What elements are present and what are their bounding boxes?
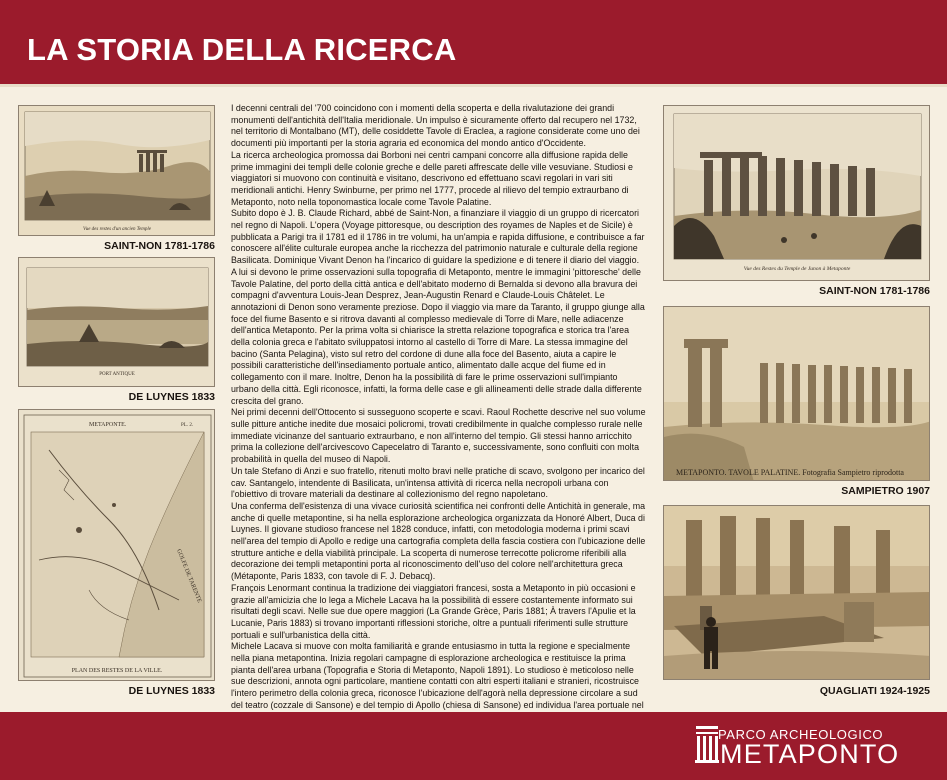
engraving-saint-non-left bbox=[18, 105, 215, 236]
paragraph: Un tale Stefano di Anzi e suo fratello, ritenuti molto bravi nelle pratiche di scavo, svolgono per incarico del cav. Santangelo, intendente di Basilicata, un'intensa attività di ricerca nella necropoli urbana con l'obiettivo di trovare materiali da destinare al collezionismo del regno napoletano. bbox=[231, 465, 645, 500]
paragraph: Una conferma dell'esistenza di una vivace curiosità scientifica nei confronti delle Antichità in generale, ma anche di quelle metapontine, si ha nella esplorazione archeologica organizzata da Honoré Albert, Duca di Luynes. Il giovane studioso francese nel 1828 conduce, infatti, con metodologia moderna i primi scavi nell'area del tempio di Apollo e redige una cartografia completa della fascia costiera con l'ubicazione delle strutture antiche e della viabilità principale. La scoperta di numerose terrecotte policrome riferibili alla decorazione dei templi metapontini porta al riconoscimento dell'uso del colore nell'architettura greca (Métaponte, Paris 1833, con tavole di F. J. Debacq). bbox=[231, 500, 646, 582]
photo-quagliati-excavation bbox=[663, 505, 930, 680]
logo-title: METAPONTO bbox=[720, 739, 900, 769]
temple-engraving-image bbox=[664, 106, 930, 281]
paragraph: Nei primi decenni dell'Ottocento si susseguono scoperte e scavi. Raoul Rochette descrive nel suo volume sulle pitture antiche inedite due mosaici policromi, trovati credibilmente in qualche complesso rurale nelle immediate vicinanze del santuario extraurbano, e non all'interno del tempio. Gli stessi hanno arricchito prima la collezione dell'arcivescovo Capecelatro di Taranto e, successivamente, sono confluiti con molta probabilità in quella del museo di Napoli. bbox=[231, 407, 646, 465]
paragraph: La ricerca archeologica promossa dai Borboni nei centri campani concorre alla diffusione rapida delle prime immagini dei templi delle colonie greche e delle pareti affrescate delle ville vesuviane. Studiosi e viaggiatori si muovono con continuità e visitano, descrivono ed effettuano scavi regolari in vari siti meridionali antichi. Henry Swinburne, per primo nel 1777, procede al rilievo del tempio extraurbano di Metaponto, noto nella toponomastica locale come Tavole Palatine. bbox=[231, 149, 633, 207]
map-plate: PL. 2. bbox=[181, 423, 194, 428]
paragraph: I decenni centrali del '700 coincidono con i momenti della scoperta e della rivalutazione dei grandi monumenti dell'antichità dell'Italia meridionale. Un impulso è sicuramente offerto dal recupero nel 1732, nel territorio di Montalbano (MT), delle cosiddette Tavole di Eraclea, a ragione considerate come uno dei documenti più importanti per la storia agraria ed economica del mondo antico d'Occidente. bbox=[231, 103, 640, 149]
engraving-inscription: PORT ANTIQUE bbox=[99, 372, 135, 377]
engraving-de-luynes-port bbox=[18, 257, 215, 387]
caption-saint-non-right: SAINT-NON 1781-1786 bbox=[819, 285, 930, 297]
logo-columns-icon bbox=[694, 724, 720, 770]
photo-inscription: METAPONTO. TAVOLE PALATINE. Fotografia Sampietro riprodotta bbox=[676, 468, 904, 477]
caption-de-luynes-1: DE LUYNES 1833 bbox=[128, 391, 215, 403]
excavation-photo bbox=[664, 506, 930, 680]
history-text bbox=[231, 103, 646, 780]
paragraph: François Lenormant continua la tradizione dei viaggiatori francesi, sosta a Metaponto in più occasioni e grazie all'amicizia che lo lega a Michele Lacava ha la possibilità di essere costantemente informato sui risultati degli scavi. Nelle sue due opere maggiori (La Grande Grèce, Paris 1881; À travers l'Apulie et la Lucanie, Paris 1883) si trovano importanti riflessioni storiche, oltre a puntuali riferimenti sulle strutture portuali e sull'urbanistica della città. bbox=[231, 582, 636, 640]
tavole-palatine-photo bbox=[664, 307, 930, 481]
engraving-saint-non-right bbox=[663, 105, 930, 281]
engraving-inscription: Vue des restes d'un ancien Temple bbox=[83, 227, 151, 232]
page-title: LA STORIA DELLA RICERCA bbox=[27, 32, 457, 67]
photo-sampietro-tavole-palatine bbox=[663, 306, 930, 481]
caption-saint-non-left: SAINT-NON 1781-1786 bbox=[104, 240, 215, 252]
gulf-label: GOLFE DE TARENTE bbox=[175, 548, 203, 604]
caption-sampietro: SAMPIETRO 1907 bbox=[841, 485, 930, 497]
map-title: METAPONTE. bbox=[89, 422, 127, 428]
landscape-engraving-image bbox=[19, 106, 215, 236]
paragraph: Michele Lacava si muove con molta familiarità e grande entusiasmo in tutta la regione e specialmente nella piana metapontina. Inizia regolari campagne di esplorazione archeologica e restituisce la prima pianta dell'area urbana (Topografia e Storia di Metaponto, Napoli 1891). Lo studioso è meticoloso nelle sue descrizioni, annota ogni particolare, mantiene contatti con altri esperti italiani e stranieri, ricostruisce l'intero perimetro della colonia greca, riconosce l'ubicazione dell'agorà nella depressione circolare a sud del teatro (cozzale di Sansone) e del tempio di Apollo (chiesa di Sansone) ed individua l'area portuale nel bbox=[231, 641, 644, 710]
caption-quagliati: QUAGLIATI 1924-1925 bbox=[819, 685, 930, 697]
paragraph: A lui si devono le prime osservazioni sulla topografia di Metaponto, mentre le immagini 'pittoresche' delle Tavole Palatine, del porto della città antica e dell'abitato moderno di Bernalda si devono alla bravura dei compagni d'avventura Louis-Jean Desprez, Jean-Augustin Renard e Claude-Louis Châtelet. Le annotazioni di Denon sono veramente preziose. Dopo il viaggio via mare da Taranto, il gruppo giunge alla foce del fiume Basento e si ritrova davanti al complesso medievale di Torre di Mare, nelle adiacenze dell'antica Metaponto. Per la prima volta si chiarisce la stretta relazione topografica e storica tra l'area della colonia greca e l'abitato sviluppatosi intorno al castello di Torre di Mare. La stessa immagine del bacino (Santa Pelagina), visto sul retro del cordone di dune alla foce del Basento, aiuta a capire le possibili caratteristiche dell'insediamento portuale antico, alimentato dalle acque del fiume ed in collegamento con il mare. Inoltre, Denon ha la possibilità di fare le prime osservazioni sull'impianto urbano della città. Egli riconosce, infatti, la forma delle case e gli allineamenti delle strade dalla differente crescita del grano. bbox=[231, 266, 645, 406]
map-plan-title: PLAN DES RESTES DE LA VILLE. bbox=[71, 668, 163, 674]
port-engraving-image bbox=[19, 258, 215, 387]
map-de-luynes-metaponte bbox=[18, 409, 215, 681]
city-plan-map-image bbox=[19, 410, 215, 681]
header-divider bbox=[0, 84, 947, 87]
logo-subtitle: PARCO ARCHEOLOGICO bbox=[718, 727, 884, 742]
header-band bbox=[0, 0, 947, 84]
caption-de-luynes-2: DE LUYNES 1833 bbox=[128, 685, 215, 697]
parco-archeologico-logo bbox=[694, 724, 914, 770]
engraving-inscription: Vue des Restes du Temple de Junon à Metaponte bbox=[743, 266, 851, 272]
paragraph: Subito dopo è J. B. Claude Richard, abbé de Saint-Non, a finanziare il viaggio di un gruppo di ricercatori nel regno di Napoli. L'opera (Voyage pittoresque, ou description des royames de Naples et de Sicile) è pubblicata a Parigi tra il 1781 ed il 1786 in tre volumi, ha un'ampia e rapida diffusione, e contribuisce a far conoscere all'élite culturale europea anche la ricchezza del patrimonio naturale e culturale della regione Basilicata. Dominique Vivant Denon ha l'incarico di guidare la spedizione e di tenere il diario del viaggio. bbox=[231, 208, 645, 266]
